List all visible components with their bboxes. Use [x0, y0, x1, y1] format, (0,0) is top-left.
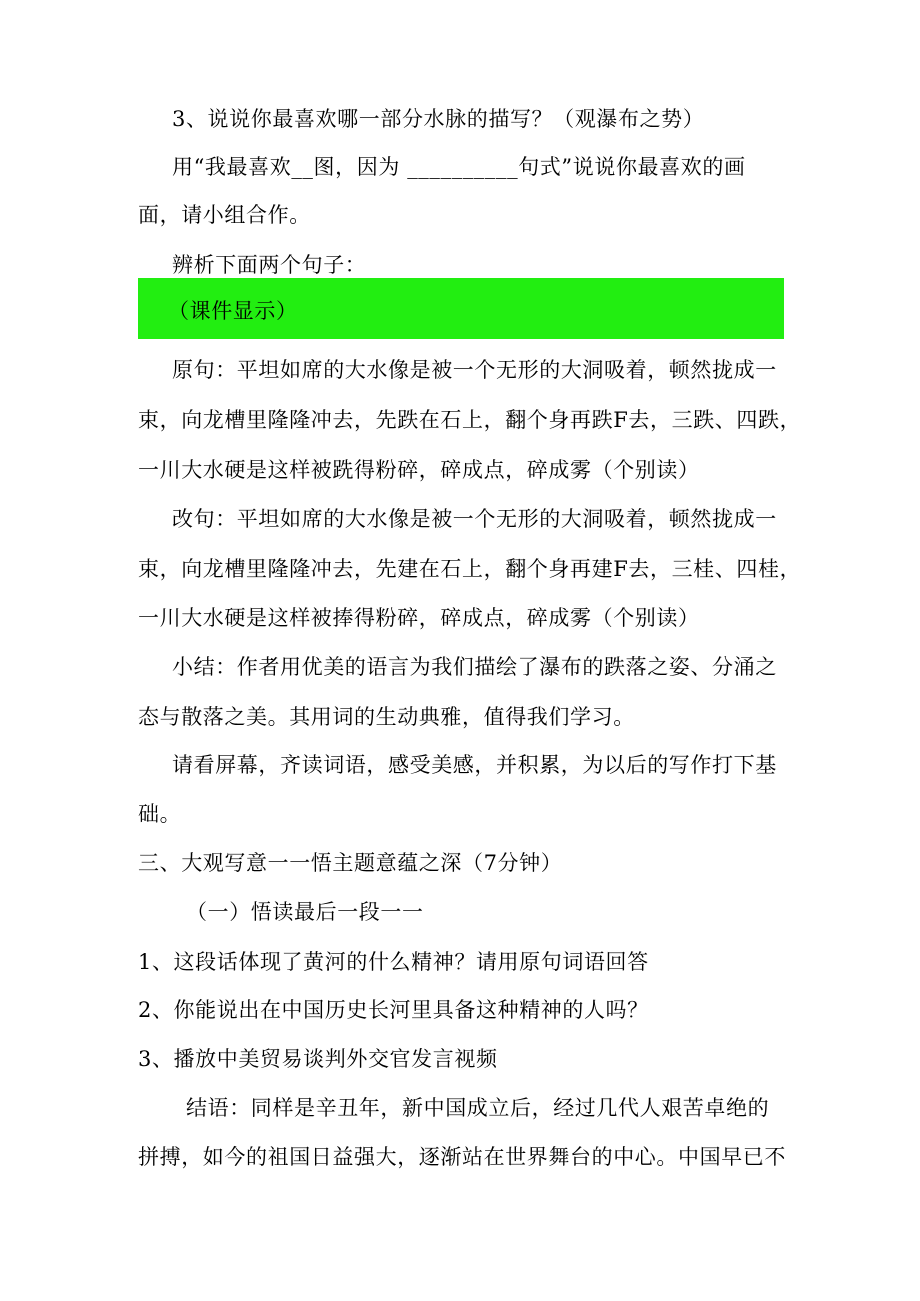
screen-instruction-line-1: 请看屏幕，齐读词语，感受美感，并积累，为以后的写作打下基	[172, 753, 777, 777]
list-item-3: 3、播放中美贸易谈判外交官发言视频	[138, 1047, 498, 1071]
list-item-2: 2、你能说出在中国历史长河里具备这种精神的人吗？	[138, 998, 649, 1022]
prompt-line-2: 面，请小组合作。	[138, 203, 311, 227]
revised-sentence-line-2: 束，向龙槽里隆隆冲去，先建在石上，翻个身再建F去，三桂、四桂，	[138, 557, 802, 581]
original-sentence-line-2: 束，向龙槽里隆隆冲去，先跌在石上，翻个身再跌F去，三跌、四跌，	[138, 408, 802, 432]
section-3-heading: 三、大观写意一一悟主题意蕴之深（7分钟）	[138, 851, 563, 875]
conclusion-line-2: 拼搏，如今的祖国日益强大，逐渐站在世界舞台的中心。中国早已不	[138, 1145, 786, 1169]
conclusion-line-1: 结语：同样是辛丑年，新中国成立后，经过几代人艰苦卓绝的	[186, 1096, 770, 1120]
screen-instruction-line-2: 础。	[138, 802, 182, 826]
original-sentence-line-1: 原句：平坦如席的大水像是被一个无形的大洞吸着，顿然拢成一	[172, 358, 777, 382]
analyze-intro: 辨析下面两个句子：	[172, 253, 367, 277]
original-sentence-line-3: 一川大水硬是这样被跣得粉碎，碎成点，碎成雾（个别读）	[138, 458, 700, 482]
prompt-line-1: 用“我最喜欢__图，因为 __________句式”说说你最喜欢的画	[172, 155, 746, 179]
q3-heading: 3、说说你最喜欢哪一部分水脉的描写？（观瀑布之势）	[172, 107, 705, 131]
subsection-1-heading: （一）悟读最后一段一一	[186, 900, 424, 924]
list-item-1: 1、这段话体现了黄河的什么精神？请用原句词语回答	[138, 950, 649, 974]
revised-sentence-line-1: 改句：平坦如席的大水像是被一个无形的大洞吸着，顿然拢成一	[172, 507, 777, 531]
revised-sentence-line-3: 一川大水硬是这样被捧得粉碎，碎成点，碎成雾（个别读）	[138, 606, 700, 630]
courseware-highlight	[138, 278, 784, 339]
courseware-label: （课件显示）	[168, 299, 298, 323]
summary-line-2: 态与散落之美。其用词的生动典雅，值得我们学习。	[138, 705, 635, 729]
summary-line-1: 小结：作者用优美的语言为我们描绘了瀑布的跌落之姿、分涌之	[172, 655, 777, 679]
